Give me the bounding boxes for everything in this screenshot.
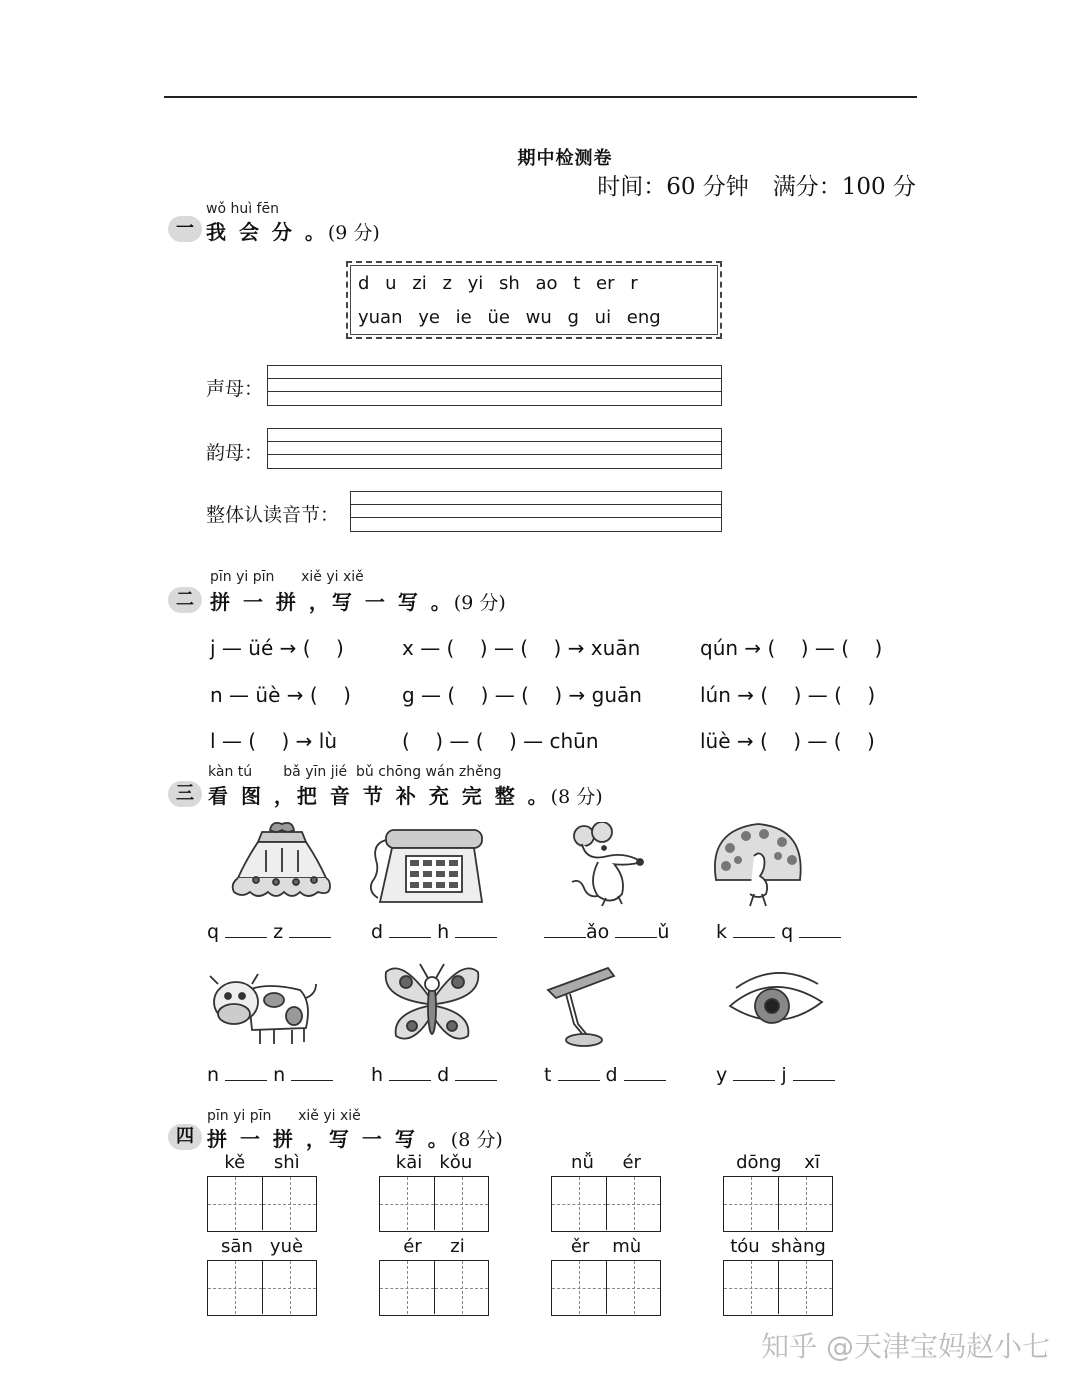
sec3-title-text: 看 图 ，把 音 节 补 充 完 整 。 (208, 784, 551, 808)
blank[interactable] (793, 1063, 835, 1081)
sec2-title-text: 拼 一 拼 ，写 一 写 。 (210, 590, 454, 614)
sec4-title-text: 拼 一 拼 ，写 一 写 。 (207, 1127, 451, 1151)
grid-pinyin: dōng xī (736, 1152, 820, 1173)
sec2-pinyin: pīn yi pīn xiě yi xiě (210, 569, 364, 585)
sec1-badge: 一 (168, 216, 202, 242)
sec3-row2-item3 (544, 1063, 666, 1086)
grid-pinyin: tóu shàng (730, 1236, 826, 1257)
cow-picture (208, 968, 320, 1048)
exam-score: 满分：100 分 (772, 174, 916, 200)
grid-pinyin: nǚ ér (571, 1152, 641, 1173)
sec2-row-2-col-2: g — ( ) — ( ) → guān (402, 683, 642, 707)
blank[interactable] (624, 1063, 666, 1081)
sec4-badge: 四 (168, 1124, 202, 1150)
label-yunmu: 韵母： (206, 442, 264, 464)
blank[interactable] (389, 1063, 431, 1081)
sec4-pinyin: pīn yi pīn xiě yi xiě (207, 1108, 361, 1124)
sec2-row-3-col-1: l — ( ) → lù (210, 729, 338, 753)
blank-prefix: k (716, 921, 728, 943)
blank[interactable] (733, 920, 775, 938)
butterfly-picture (382, 958, 482, 1048)
exam-time: 时间：60 分钟 (597, 174, 749, 200)
sec1-pinyin: wǒ huì fēn (206, 201, 279, 217)
writing-grid[interactable] (379, 1176, 489, 1232)
writing-grid[interactable] (723, 1260, 833, 1316)
blank-prefix: d (371, 921, 384, 943)
blank[interactable] (558, 1063, 600, 1081)
blank[interactable] (799, 920, 841, 938)
grid-pinyin: sān yuè (220, 1236, 304, 1257)
letters-row-1: d u zi z yi sh ao t er r (358, 273, 638, 294)
blank-prefix: d (437, 1064, 450, 1086)
grid-pinyin: ěr mù (570, 1236, 642, 1257)
letters-row-2: yuan ye ie üe wu g ui eng (358, 307, 661, 328)
blank-suffix: ǎo (586, 921, 610, 943)
sec4-title (207, 1123, 503, 1152)
blank-prefix: j (781, 1064, 787, 1086)
sec2-row-1-col-1: j — üé → ( ) (210, 636, 344, 660)
sec2-row-2-col-1: n — üè → ( ) (210, 683, 351, 707)
label-shengmu: 声母： (206, 378, 264, 400)
sec2-row-3-col-2: ( ) — ( ) — chūn (402, 729, 599, 753)
label-zhengti: 整体认读音节： (206, 504, 340, 526)
grid-pinyin: ér zi (403, 1236, 465, 1257)
blank-prefix: z (273, 921, 284, 943)
writing-grid[interactable] (723, 1176, 833, 1232)
skirt-picture (226, 820, 338, 906)
writing-grid[interactable] (207, 1176, 317, 1232)
blank[interactable] (225, 920, 267, 938)
writing-grid[interactable] (379, 1260, 489, 1316)
blank[interactable] (291, 1063, 333, 1081)
sec3-row1-item2 (371, 920, 497, 943)
telephone-picture (370, 826, 488, 908)
blank[interactable] (389, 920, 431, 938)
blank[interactable] (544, 920, 586, 938)
sec1-title (206, 216, 380, 245)
grid-pinyin: kě shì (224, 1152, 300, 1173)
exam-info (597, 168, 916, 201)
sec1-title-text: 我 会 分 。 (206, 220, 328, 244)
blank-prefix: n (273, 1064, 286, 1086)
blank-suffix: ǔ (657, 921, 670, 943)
blank-prefix: n (207, 1064, 220, 1086)
blank-prefix: d (605, 1064, 618, 1086)
sec3-row1-item4 (716, 920, 841, 943)
answer-lines-yunmu[interactable] (267, 428, 722, 469)
sec4-score: (8 分) (450, 1129, 503, 1151)
blank[interactable] (289, 920, 331, 938)
eye-picture (728, 966, 824, 1036)
writing-grid[interactable] (207, 1260, 317, 1316)
writing-grid[interactable] (551, 1176, 661, 1232)
blank[interactable] (733, 1063, 775, 1081)
sec2-row-1-col-3: qún → ( ) — ( ) (700, 636, 883, 660)
watermark: 知乎 @天津宝妈赵小七 (761, 1330, 1050, 1363)
sec3-row2-item1 (207, 1063, 333, 1086)
sec2-row-3-col-3: lüè → ( ) — ( ) (700, 729, 875, 753)
blank[interactable] (455, 1063, 497, 1081)
desk-lamp-picture (544, 964, 618, 1048)
grid-pinyin: kāi kǒu (395, 1152, 473, 1173)
sec2-score: (9 分) (453, 592, 506, 614)
sec3-badge: 三 (168, 781, 202, 807)
sec3-row2-item2 (371, 1063, 497, 1086)
sec3-row2-item4 (716, 1063, 835, 1086)
blank-prefix: h (437, 921, 450, 943)
blank[interactable] (455, 920, 497, 938)
peacock-picture (708, 820, 808, 908)
answer-lines-shengmu[interactable] (267, 365, 722, 406)
blank-prefix: y (716, 1064, 728, 1086)
blank-prefix: q (781, 921, 794, 943)
sec2-title (210, 586, 506, 615)
mouse-picture (568, 822, 652, 908)
letter-box (346, 261, 722, 339)
answer-lines-zhengti[interactable] (350, 491, 722, 532)
sec3-pinyin: kàn tú bǎ yīn jié bǔ chōng wán zhěng (208, 764, 502, 780)
sec1-score: (9 分) (327, 222, 380, 244)
sec3-score: (8 分) (550, 786, 603, 808)
blank-prefix: h (371, 1064, 384, 1086)
page-title: 期中检测卷 (517, 148, 613, 169)
blank-prefix: t (544, 1064, 552, 1086)
sec3-row1-item3 (544, 920, 669, 943)
sec2-row-1-col-2: x — ( ) — ( ) → xuān (402, 636, 641, 660)
sec2-row-2-col-3: lún → ( ) — ( ) (700, 683, 876, 707)
blank[interactable] (615, 920, 657, 938)
sec3-row1-item1 (207, 920, 331, 943)
top-rule (164, 96, 917, 98)
writing-grid[interactable] (551, 1260, 661, 1316)
blank[interactable] (225, 1063, 267, 1081)
sec2-badge: 二 (168, 587, 202, 613)
blank-prefix: q (207, 921, 220, 943)
sec3-title (208, 780, 603, 809)
